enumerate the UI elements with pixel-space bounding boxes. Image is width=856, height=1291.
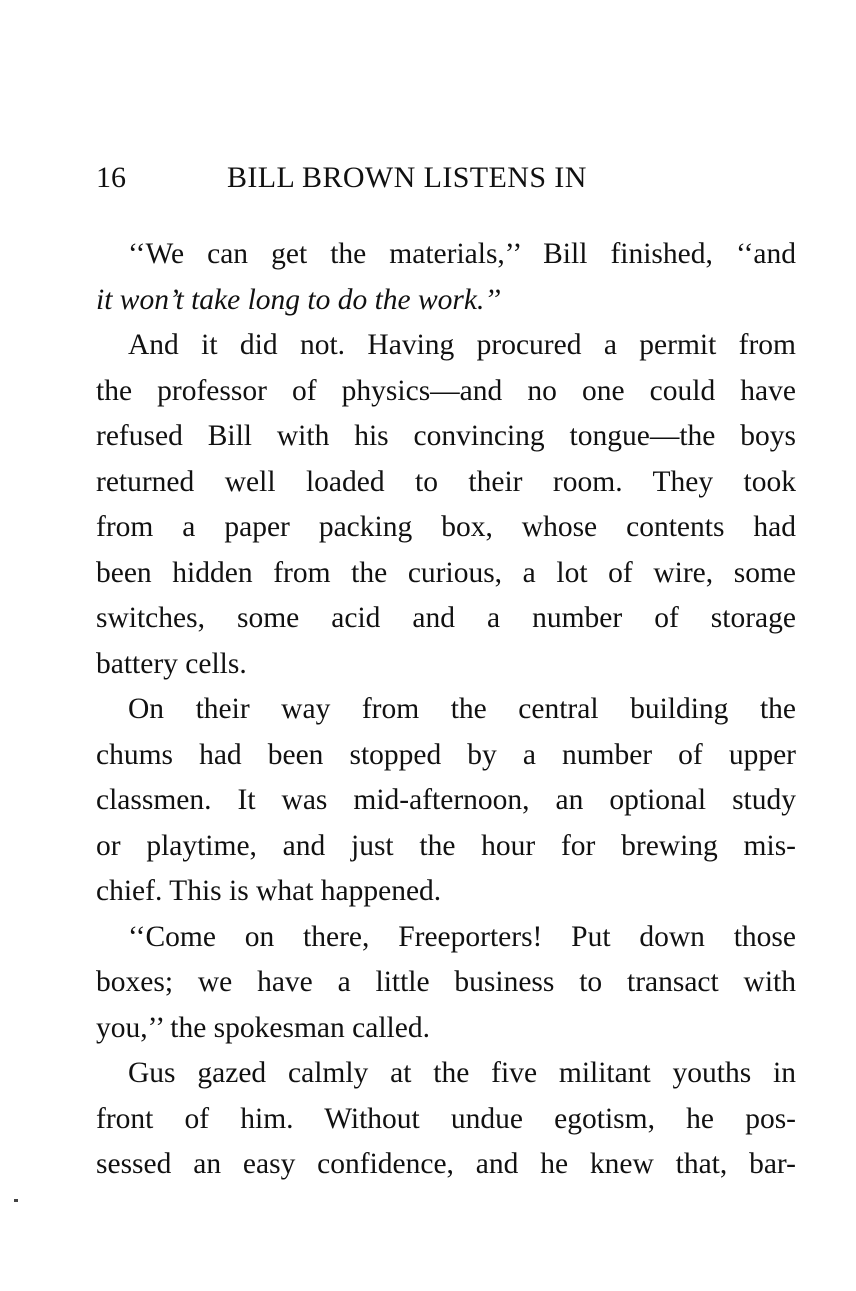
text-line: the professor of physics—and no one could have bbox=[96, 374, 796, 407]
body-text bbox=[96, 232, 796, 1188]
paragraph-5 bbox=[96, 1051, 796, 1188]
text-line: chums had been stopped by a number of upper bbox=[96, 738, 796, 771]
text-line: ‘‘We can get the materials,’’ Bill finished, ‘‘and bbox=[128, 238, 796, 270]
paragraph-4 bbox=[96, 915, 796, 1052]
text-line: ‘‘Come on there, Freeporters! Put down those bbox=[128, 920, 796, 953]
text-line: And it did not. Having procured a permit from bbox=[128, 329, 796, 361]
text-line: or playtime, and just the hour for brewing mis- bbox=[96, 829, 796, 862]
text-line: battery cells. bbox=[96, 647, 247, 680]
text-line: classmen. It was mid-afternoon, an optional study bbox=[96, 784, 796, 816]
text-line: On their way from the central building the bbox=[128, 693, 796, 725]
text-line: Gus gazed calmly at the five militant youths in bbox=[128, 1057, 796, 1089]
text-line: chief. This is what happened. bbox=[96, 875, 442, 907]
paragraph-3 bbox=[96, 687, 796, 915]
text-line: you,’’ the spokesman called. bbox=[96, 1011, 430, 1044]
text-line: sessed an easy confidence, and he knew that, bar- bbox=[96, 1148, 796, 1180]
text-line: it won’t take long to do the work.’’ bbox=[96, 283, 501, 316]
running-title: BILL BROWN LISTENS IN bbox=[227, 161, 587, 194]
text-line: front of him. Without undue egotism, he pos- bbox=[96, 1102, 796, 1135]
paragraph-2 bbox=[96, 323, 796, 687]
text-line: returned well loaded to their room. They took bbox=[96, 465, 796, 498]
text-line: been hidden from the curious, a lot of wire, some bbox=[96, 556, 796, 589]
text-line: boxes; we have a little business to transact with bbox=[96, 966, 796, 998]
running-head bbox=[96, 155, 796, 201]
text-line: refused Bill with his convincing tongue—the boys bbox=[96, 420, 796, 452]
page-number: 16 bbox=[96, 161, 126, 194]
margin-mark bbox=[14, 1199, 18, 1202]
text-line: from a paper packing box, whose contents had bbox=[96, 511, 796, 543]
paragraph-1 bbox=[96, 232, 796, 323]
text-line: switches, some acid and a number of storage bbox=[96, 602, 796, 634]
